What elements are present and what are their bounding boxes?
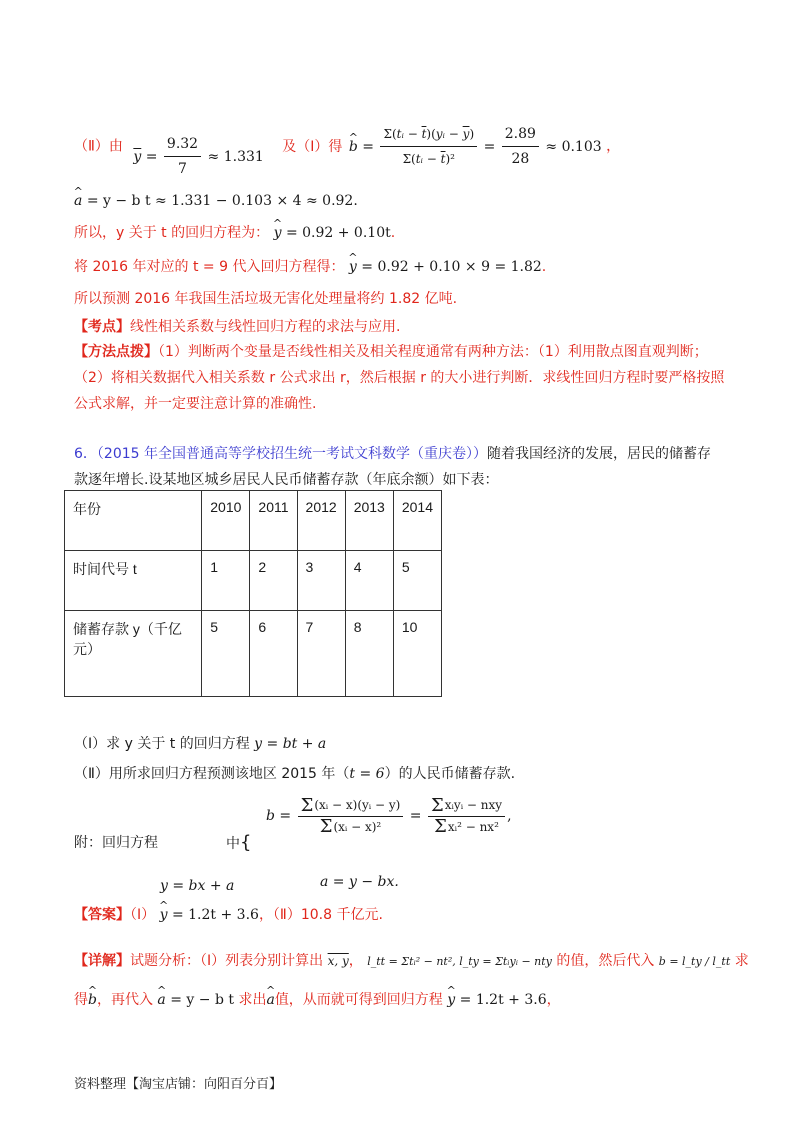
table-row: 年份 2010 2011 2012 2013 2014 [65, 491, 442, 551]
fangfa-line-3: 公式求解，并一定要注意计算的准确性. [74, 396, 317, 412]
q6-intro-line-1: 6．（2015 年全国普通高等学校招生统一考试文科数学（重庆卷））随着我国经济的发展，居民的储蓄存 [74, 446, 711, 462]
sub-question-2: （Ⅱ）用所求回归方程预测该地区 2015 年（t = 6）的人民币储蓄存款. [74, 766, 516, 782]
detail-line-1: 【详解】试题分析：（Ⅰ）列表分别计算出 x, y， l_tt = Σtᵢ² − nt², l_ty = Σtᵢyᵢ − nty 的值，然后代入 b = l_ty / l_tt 求 [74, 953, 749, 969]
a-formula: a = y − bx. [320, 874, 399, 890]
table-row: 时间代号 t 1 2 3 4 5 [65, 551, 442, 611]
b-hat-formula: ^ b = $\frac{\Sigma(tᵢ - \overline{t})(yᵢ - \overline{y})}{\Sigma(tᵢ - \overline{t})^2}$ = $\frac{2.89}{28}$ ≈ 0.103 [349, 139, 606, 155]
appendix-equation: y = bx + a [160, 878, 235, 894]
part2-line: （Ⅱ）由 $\overline{y}$ = $\frac{9.32}{7}$ ≈ 1.331 及（Ⅰ）得 ^ b = $\frac{\Sigma(tᵢ - \overline{t})(yᵢ - \overline{y})}{\Sigma(tᵢ - \overline{t})^2}$ = $\frac{2.89}{28}$ ≈ 0.103 ， [74, 123, 740, 170]
appendix-label: 附：回归方程 [74, 835, 158, 851]
sub-question-1: （Ⅰ）求 y 关于 t 的回归方程 y = bt + a [74, 736, 327, 752]
b-formula: b = Σ (xᵢ − x)(yᵢ − y) Σ (xᵢ − x)² = Σ xᵢyᵢ − nxy Σ xᵢ² − nx² , [266, 794, 512, 837]
regression-line: 所以，y 关于 t 的回归方程为： ^ y = 0.92 + 0.10t. [74, 222, 740, 244]
footer-source: 资料整理【淘宝店铺：向阳百分百】 [74, 1077, 283, 1092]
conclusion-line: 所以预测 2016 年我国生活垃圾无害化处理量将约 1.82 亿吨. [74, 291, 458, 307]
prediction-line: 将 2016 年对应的 t = 9 代入回归方程得： ^ y = 0.92 + 0.10 × 9 = 1.82. [74, 256, 740, 278]
q6-intro-line-2: 款逐年增长.设某地区城乡居民人民币储蓄存款（年底余额）如下表： [74, 472, 499, 488]
fangfa-line-1: 【方法点拨】（1）判断两个变量是否线性相关及相关程度通常有两种方法：（1）利用散点图直观判断； [74, 344, 708, 360]
answer-line: 【答案】（Ⅰ） ^ y = 1.2t + 3.6，（Ⅱ）10.8 千亿元. [74, 904, 740, 926]
kaodian-line: 【考点】线性相关系数与线性回归方程的求法与应用. [74, 319, 401, 335]
appendix-mid: 中{ [226, 832, 252, 853]
fangfa-line-2: （2）将相关数据代入相关系数 r 公式求出 r，然后根据 r 的大小进行判断．求线性回归方程时要严格按照 [74, 370, 725, 386]
part2-and: 及（Ⅰ）得 [282, 138, 343, 155]
ybar-formula: $\overline{y}$ = $\frac{9.32}{7}$ ≈ 1.331 [133, 149, 268, 165]
savings-table [64, 490, 442, 697]
a-hat-calc: ^ a = y − b t ≈ 1.331 − 0.103 × 4 ≈ 0.92. [74, 190, 740, 212]
table-row: 储蓄存款 y（千亿元） 5 6 7 8 10 [65, 611, 442, 697]
part2-label: （Ⅱ）由 [74, 138, 123, 155]
detail-line-2: 得^ b，再代入 ^ a = y − b t 求出^ a值，从而就可得到回归方程 ^ y = 1.2t + 3.6， [74, 989, 740, 1011]
